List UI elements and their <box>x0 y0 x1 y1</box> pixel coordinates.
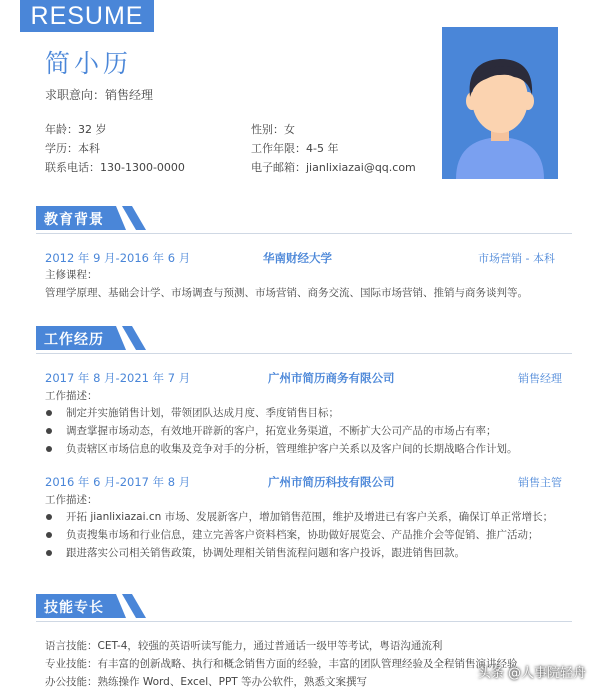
job-role: 销售经理 <box>518 372 562 385</box>
job-desc-item: 负责搜集市场和行业信息，建立完善客户资料档案，协助做好展览会、产品推介会等促销、推广活动； <box>66 529 539 541</box>
section-header-education <box>36 206 572 236</box>
bullet-icon <box>46 410 52 416</box>
section-header-skills <box>36 594 572 624</box>
job-company: 广州市简历科技有限公司 <box>268 475 395 489</box>
bullet-icon <box>46 428 52 434</box>
job-desc-label: 工作描述： <box>45 494 98 506</box>
job-date: 2016 年 6 月-2017 年 8 月 <box>45 475 191 489</box>
education-school: 华南财经大学 <box>263 251 332 265</box>
bullet-icon <box>46 532 52 538</box>
phone: 联系电话：130-1300-0000 <box>45 161 185 174</box>
job-date: 2017 年 8 月-2021 年 7 月 <box>45 371 191 385</box>
section-title: 教育背景 <box>44 212 104 228</box>
skill-office: 办公技能：熟练操作 Word、Excel、PPT 等办公软件，熟悉文案撰写 <box>45 676 368 688</box>
avatar-illustration <box>442 27 558 179</box>
job-company: 广州市简历商务有限公司 <box>268 371 395 385</box>
section-header-work <box>36 326 572 356</box>
job-role: 销售主管 <box>518 476 562 489</box>
job-intention: 求职意向：销售经理 <box>45 88 154 102</box>
job-desc-label: 工作描述： <box>45 390 98 402</box>
bullet-icon <box>46 550 52 556</box>
courses-label: 主修课程： <box>45 269 98 281</box>
email: 电子邮箱：jianlixiazai@qq.com <box>251 161 416 174</box>
work-years: 工作年限：4-5 年 <box>251 142 339 155</box>
education-major: 市场营销 - 本科 <box>478 252 555 265</box>
age: 年龄：32 岁 <box>45 123 107 136</box>
section-title: 工作经历 <box>44 332 104 348</box>
candidate-name: 简小历 <box>45 49 133 78</box>
courses-text: 管理学原理、基础会计学、市场调查与预测、市场营销、商务交流、国际市场营销、推销与商务谈判等。 <box>45 287 528 299</box>
job-desc-item: 开拓 jianlixiazai.cn 市场、发展新客户，增加销售范围，维护及增进已有客户关系，确保订单正常增长； <box>66 511 554 523</box>
profile-photo <box>442 27 558 179</box>
bullet-icon <box>46 514 52 520</box>
section-title: 技能专长 <box>44 600 104 616</box>
education-level: 学历：本科 <box>45 142 100 155</box>
gender: 性别：女 <box>251 123 295 136</box>
job-desc-item: 调查掌握市场动态，有效地开辟新的客户，拓宽业务渠道，不断扩大公司产品的市场占有率； <box>66 425 497 437</box>
job-desc-item: 跟进落实公司相关销售政策，协调处理相关销售流程问题和客户投诉，跟进销售回款。 <box>66 547 465 559</box>
job-desc-item: 负责辖区市场信息的收集及竞争对手的分析，管理维护客户关系以及客户间的长期战略合作计划。 <box>66 443 518 455</box>
job-desc-item: 制定并实施销售计划，带领团队达成月度、季度销售目标； <box>66 407 339 419</box>
resume-tag: RESUME <box>20 0 154 32</box>
skill-professional: 专业技能：有丰富的创新战略、执行和概念销售方面的经验，丰富的团队管理经验及全程销售演讲经验 <box>45 658 518 670</box>
education-date: 2012 年 9 月-2016 年 6 月 <box>45 251 191 265</box>
skill-language: 语言技能：CET-4，较强的英语听读写能力，通过普通话一级甲等考试，粤语沟通流利 <box>45 640 443 652</box>
watermark: 头条 @人事院轻舟 <box>477 666 586 681</box>
bullet-icon <box>46 446 52 452</box>
